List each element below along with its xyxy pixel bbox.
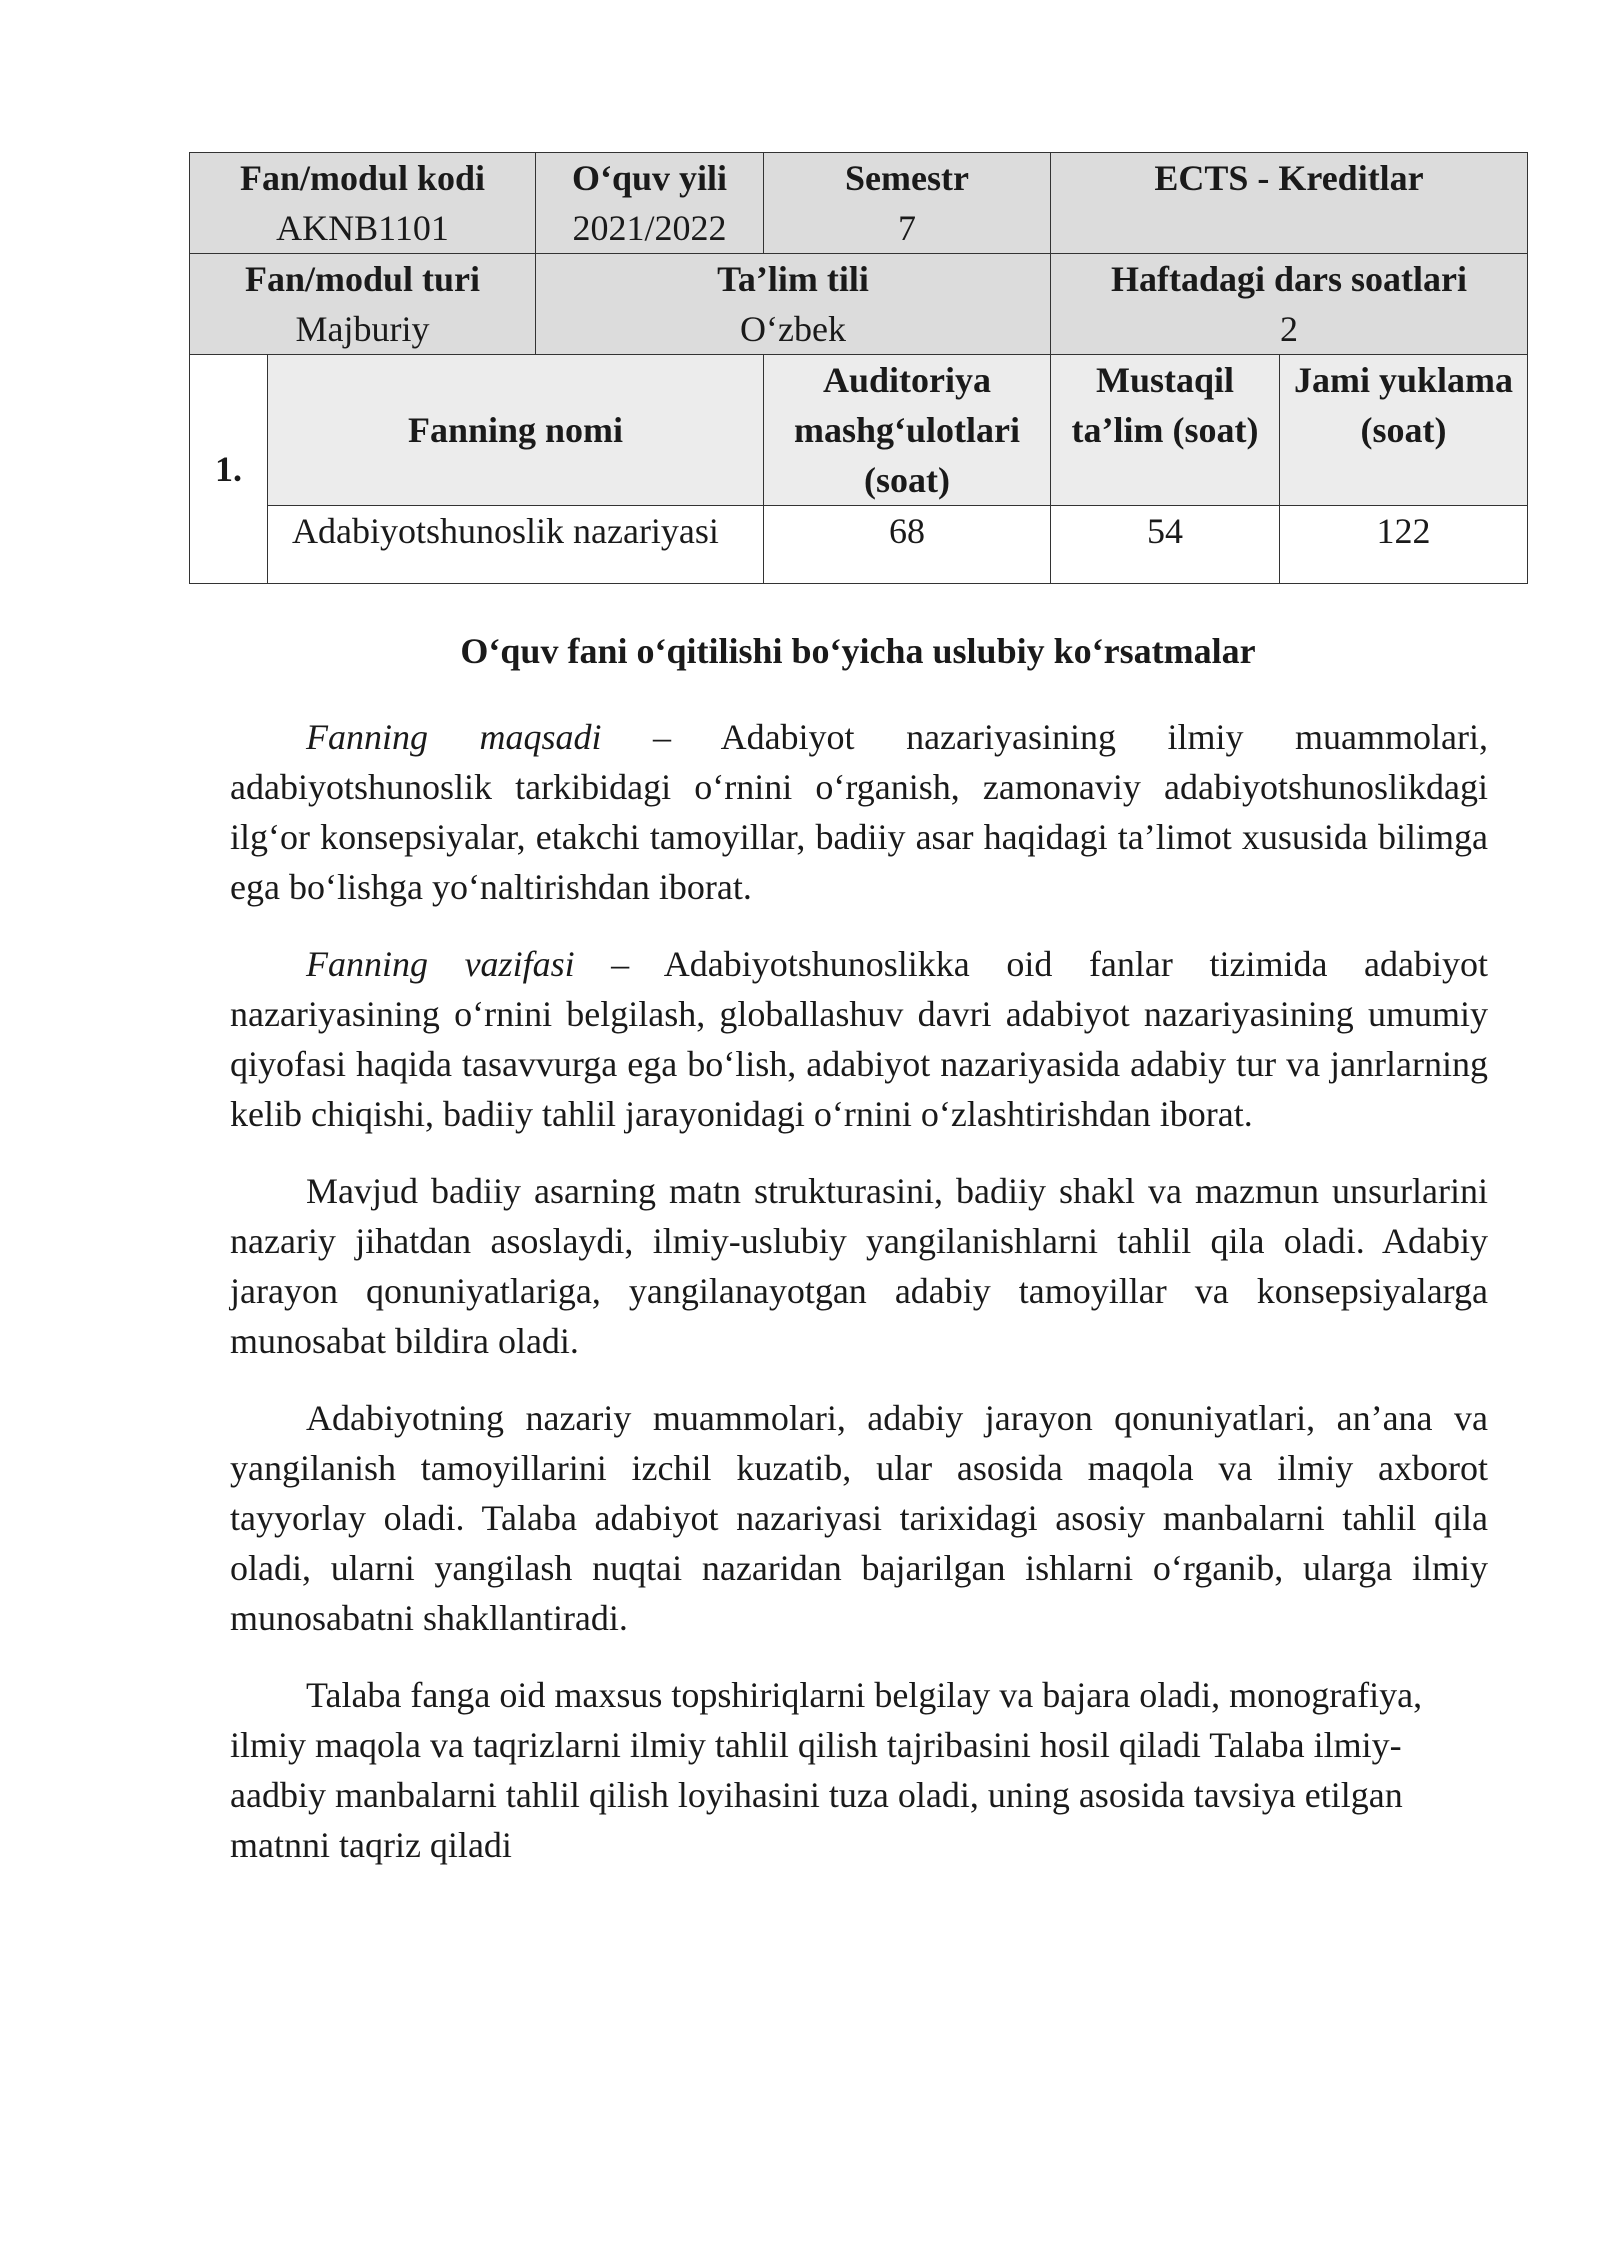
- term-goal: Fanning maqsadi: [306, 717, 602, 757]
- term-tasks: Fanning vazifasi: [306, 944, 575, 984]
- table-row: [190, 355, 1528, 506]
- paragraph-4: Adabiyotning nazariy muammolari, adabiy jarayon qonuniyatlari, an’ana va yangilanish tamoyillarini izchil kuzatib, ular asosida maqola va ilmiy axborot tayyorlay oladi. Talaba adabiyot nazariyasi tarixidagi asosiy manbalarni tahlil qila oladi, ularni yangilash nuqtai nazaridan bajarilgan ishlarni o‘rganib, ularga ilmiy munosabatni shakllantiradi.: [230, 1398, 1488, 1638]
- table-row: [190, 506, 1528, 584]
- section-heading: O‘quv fani o‘qitilishi bo‘yicha uslubiy ko‘rsatmalar: [460, 631, 1256, 671]
- subject-name-header: Fanning nomi: [268, 355, 764, 506]
- total-load-value: 122: [1280, 506, 1528, 584]
- total-load-header: Jami yuklama (soat): [1280, 355, 1528, 506]
- body-text: [230, 712, 1488, 1897]
- paragraph-tasks: Fanning vazifasi – Adabiyotshunoslikka oid fanlar tizimida adabiyot nazariyasining o‘rnini belgilash, globallashuv davri adabiyot nazariyasining umumiy qiyofasi haqida tasavvurga ega bo‘lish, adabiyot nazariyasida adabiy tur va janrlarning kelib chiqishi, badiiy tahlil jarayonidagi o‘rnini o‘zlashtirishdan iborat.: [230, 944, 1488, 1134]
- module-code-cell: Fan/modul kodi AKNB1101: [190, 153, 536, 254]
- subject-name: Adabiyotshunoslik nazariyasi: [268, 506, 764, 584]
- row-number: 1.: [190, 355, 268, 584]
- academic-year-cell: O‘quv yili 2021/2022: [536, 153, 764, 254]
- paragraph-3: Mavjud badiiy asarning matn strukturasini, badiiy shakl va mazmun unsurlarini nazariy jihatdan asoslaydi, ilmiy-uslubiy yangilanishlarni tahlil qila oladi. Adabiy jarayon qonuniyatlariga, yangilanayotgan adabiy tamoyillar va konsepsiyalarga munosabat bildira oladi.: [230, 1171, 1488, 1361]
- table-row: [190, 153, 1528, 254]
- paragraph-goal: Fanning maqsadi – Adabiyot nazariyasining ilmiy muammolari, adabiyotshunoslik tarkibidagi o‘rnini o‘rganish, zamonaviy adabiyotshunoslikdagi ilg‘or konsepsiyalar, etakchi tamoyillar, badiiy asar haqidagi ta’limot xususida bilimga ega bo‘lishga yo‘naltirishdan iborat.: [230, 717, 1488, 907]
- weekly-hours-cell: Haftadagi dars soatlari 2: [1051, 254, 1528, 355]
- table-row: [190, 254, 1528, 355]
- ects-credits-cell: ECTS - Kreditlar: [1051, 153, 1528, 254]
- semester-cell: Semestr 7: [764, 153, 1051, 254]
- auditory-hours-value: 68: [764, 506, 1051, 584]
- language-cell: Ta’lim tili O‘zbek: [536, 254, 1051, 355]
- auditory-hours-header: Auditoriya mashg‘ulotlari (soat): [764, 355, 1051, 506]
- paragraph-5: Talaba fanga oid maxsus topshiriqlarni belgilay va bajara oladi, monografiya, ilmiy maqola va taqrizlarni ilmiy tahlil qilish tajribasini hosil qiladi Talaba ilmiy-aadbiy manbalarni tahlil qilish loyihasini tuza oladi, uning asosida tavsiya etilgan matnni taqriz qiladi: [230, 1675, 1423, 1865]
- independent-study-value: 54: [1051, 506, 1280, 584]
- module-type-cell: Fan/modul turi Majburiy: [190, 254, 536, 355]
- course-info-table: [189, 152, 1528, 584]
- independent-study-header: Mustaqil ta’lim (soat): [1051, 355, 1280, 506]
